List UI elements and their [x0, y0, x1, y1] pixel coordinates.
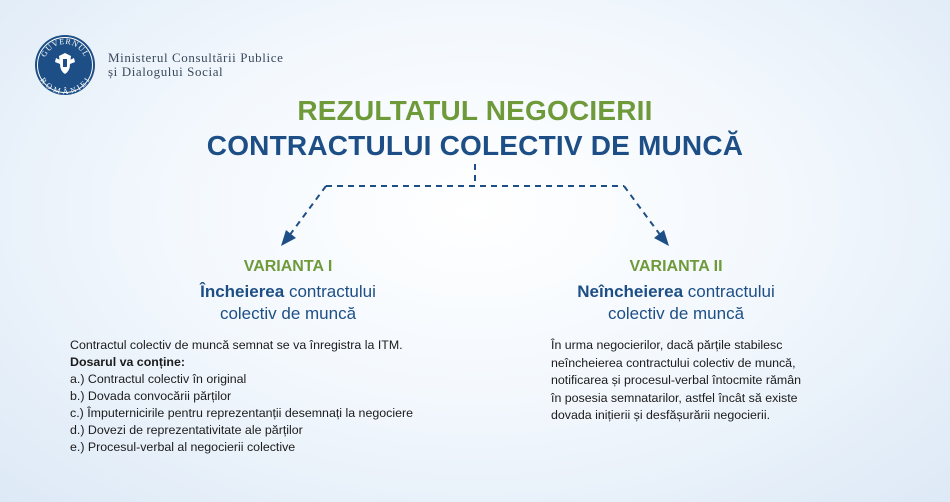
variant-1-title-bold: Încheierea	[200, 282, 285, 301]
variant-1-title	[168, 281, 408, 325]
left-diagonal	[289, 186, 326, 236]
left-arrowhead	[281, 230, 296, 246]
list-item: b.) Dovada convocării părților	[70, 389, 232, 403]
title-line-1: REZULTATUL NEGOCIERII	[297, 95, 653, 126]
title-line-2: CONTRACTULUI COLECTIV DE MUNCĂ	[206, 130, 744, 161]
list-item: c.) Împuternicirile pentru reprezentanții desemnați la negociere	[70, 406, 413, 420]
seal-text-bottom: ROMÂNIEI	[38, 75, 92, 96]
variant-1-title-line2: colectiv de muncă	[219, 304, 357, 323]
right-diagonal	[624, 186, 661, 236]
variant-1-title-rest: contractului	[284, 282, 376, 301]
variant-2-title-rest: contractului	[683, 282, 775, 301]
right-arrowhead	[654, 230, 669, 246]
list-item: e.) Procesul-verbal al negocierii colective	[70, 440, 296, 454]
list-item: a.) Contractul colectiv în original	[70, 372, 247, 386]
ministry-line-1: Ministerul Consultării Publice	[108, 50, 284, 65]
ministry-line-2: și Dialogului Social	[108, 64, 224, 79]
variant-2-title	[545, 281, 807, 325]
text-line: În urma negocierilor, dacă părțile stabilesc	[551, 338, 783, 352]
variant-2-title-bold: Neîncheierea	[577, 282, 684, 301]
text-line: dovada inițierii și desfășurării negocierii.	[551, 408, 771, 422]
variant-2-label: VARIANTA II	[629, 258, 723, 275]
variant-1	[168, 258, 408, 325]
text-line: în posesia semnatarilor, astfel încât să existe	[551, 390, 798, 405]
variant-2-description	[551, 337, 851, 425]
variant-1-description	[70, 337, 490, 456]
text-line: notificarea și procesul-verbal întocmite rămân	[551, 373, 801, 387]
list-item: d.) Dovezi de reprezentativitate ale părților	[70, 423, 303, 437]
variant-2-title-line2: colectiv de muncă	[607, 304, 745, 323]
variant-1-label: VARIANTA I	[243, 258, 333, 275]
variant-1-list-header: Dosarul va conține:	[70, 355, 185, 369]
seal-text-top: GUVERNUL	[39, 36, 91, 59]
variant-2	[545, 258, 807, 325]
text-line: neîncheierea contractului colectiv de muncă,	[551, 355, 796, 370]
variant-1-intro: Contractul colectiv de muncă semnat se va înregistra la ITM.	[70, 338, 403, 352]
